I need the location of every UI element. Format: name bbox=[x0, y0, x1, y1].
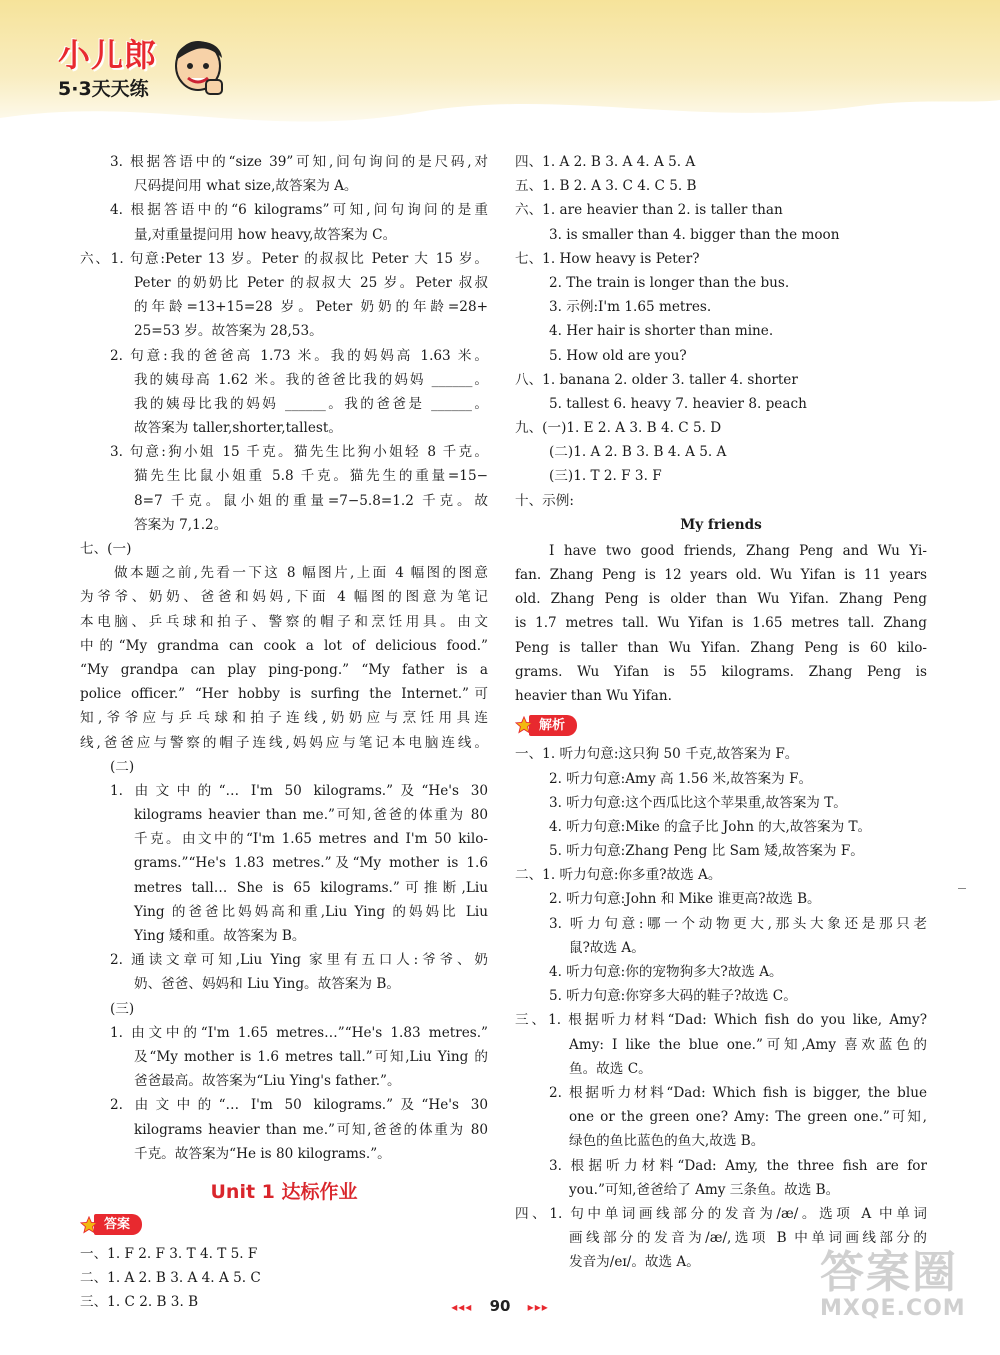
text-line: 答案为 7,1.2。 bbox=[134, 516, 228, 533]
text-line: 我的姨母比我的妈妈 ______。我的爸爸是 ______。 bbox=[134, 395, 488, 412]
text-line: you.”可知,爸爸给了 Amy 三条鱼。故选 B。 bbox=[569, 1181, 840, 1198]
page-number: 90 bbox=[489, 1297, 511, 1315]
text-line: 5. How old are you? bbox=[549, 347, 687, 364]
text-line: 3. is smaller than 4. bigger than the moon bbox=[549, 226, 840, 243]
right-answer-block bbox=[515, 150, 927, 513]
text-line: 1. 由文中的“I'm 1.65 metres…”“He's 1.83 metres.” bbox=[110, 1024, 488, 1041]
text-line: 3. 根据答语中的“size 39”可知,问句询问的是尺码,对 bbox=[110, 154, 488, 170]
brand-title: 小儿郎 bbox=[58, 36, 158, 74]
text-line: 千克。由文中的“I'm 1.65 metres and I'm 50 kilo- bbox=[134, 831, 488, 848]
text-line: 九、(一)1. E 2. A 3. B 4. C 5. D bbox=[515, 420, 722, 437]
text-line: 2. 通读文章可知,Liu Ying 家里有五口人:爷爷、奶 bbox=[110, 952, 488, 969]
text-line: 1. 由文中的“… I'm 50 kilograms.”及“He's 30 bbox=[110, 782, 488, 799]
text-line: 中的“My grandma can cook a lot of delicious food.” bbox=[80, 637, 488, 654]
star-icon bbox=[80, 1216, 98, 1234]
text-line: 鼠?故选 A。 bbox=[569, 939, 645, 956]
text-line: 3. 听力句意:这个西瓜比这个苹果重,故答案为 T。 bbox=[549, 794, 847, 811]
text-line: 六、1. are heavier than 2. is taller than bbox=[515, 202, 783, 219]
unit-title: Unit 1 达标作业 bbox=[210, 1180, 358, 1203]
text-line: 4. 听力句意:Mike 的盒子比 John 的大,故答案为 T。 bbox=[549, 818, 872, 835]
right-column bbox=[515, 150, 927, 1274]
prev-arrows-icon: ◂◂◂ bbox=[451, 1300, 473, 1314]
text-line: fan. Zhang Peng is 12 years old. Wu Yifan is 11 years bbox=[515, 567, 927, 583]
analysis-list bbox=[515, 742, 927, 1274]
page-header bbox=[0, 0, 1000, 140]
text-line: 七、(一) bbox=[80, 541, 132, 557]
answer-tag bbox=[80, 1214, 142, 1236]
text-line: I have two good friends, Zhang Peng and Wu Yi- bbox=[549, 542, 927, 559]
text-line: kilograms heavier than me.”可知,爸爸的体重为 80 bbox=[134, 1121, 488, 1138]
text-line: 2. The train is longer than the bus. bbox=[549, 274, 790, 291]
text-line: 故答案为 taller,shorter,tallest。 bbox=[134, 420, 342, 437]
text-line: Amy: I like the blue one.”可知,Amy 喜欢蓝色的 bbox=[569, 1036, 927, 1053]
text-line: grams. Wu Yifan is 55 kilograms. Zhang Peng is bbox=[515, 663, 927, 680]
text-line: 5. 听力句意:Zhang Peng 比 Sam 矮,故答案为 F。 bbox=[549, 843, 864, 860]
text-line: 二、1. 听力句意:你多重?故选 A。 bbox=[515, 867, 722, 884]
text-line: (三) bbox=[110, 1000, 135, 1017]
text-line: 做本题之前,先看一下这 8 幅图片,上面 4 幅图的图意 bbox=[114, 565, 488, 582]
text-line: grams.”“He's 1.83 metres.”及“My mother is 1.6 bbox=[134, 855, 488, 872]
text-line: 发音为/eɪ/。故选 A。 bbox=[569, 1254, 700, 1271]
text-line: 千克。故答案为“He is 80 kilograms.”。 bbox=[134, 1145, 391, 1162]
star-icon bbox=[515, 716, 533, 734]
margin-tick bbox=[958, 888, 966, 889]
text-line: 我的姨母高 1.62 米。我的爸爸比我的妈妈 ______。 bbox=[134, 371, 488, 388]
text-line: 四、1. A 2. B 3. A 4. A 5. A bbox=[515, 154, 696, 170]
text-line: 25=53 岁。故答案为 28,53。 bbox=[134, 323, 323, 340]
left-column bbox=[80, 150, 488, 1315]
next-arrows-icon: ▸▸▸ bbox=[527, 1300, 549, 1314]
text-line: one or the green one? Amy: The green one.”可知, bbox=[569, 1109, 927, 1126]
text-line: 五、1. B 2. A 3. C 4. C 5. B bbox=[515, 178, 697, 195]
text-line: 十、示例: bbox=[515, 492, 574, 509]
text-line: 猫先生比鼠小姐重 5.8 千克。猫先生的重量=15− bbox=[134, 468, 488, 485]
text-line: 8=7 千克。鼠小姐的重量=7−5.8=1.2 千克。故 bbox=[134, 492, 488, 509]
text-line: 知,爷爷应与乒乓球和拍子连线,奶奶应与烹饪用具连 bbox=[80, 710, 488, 727]
analysis-tag bbox=[515, 714, 577, 736]
text-line: 4. 听力句意:你的宠物狗多大?故选 A。 bbox=[549, 964, 783, 981]
text-line: Peng is taller than Wu Yifan. Zhang Peng is 60 kilo- bbox=[515, 639, 927, 656]
text-line: 画线部分的发音为/æ/,选项 B 中单词画线部分的 bbox=[569, 1230, 927, 1247]
text-line: 奶、爸爸、妈妈和 Liu Ying。故答案为 B。 bbox=[134, 976, 400, 993]
brand-logo bbox=[58, 30, 157, 101]
text-line: kilograms heavier than me.”可知,爸爸的体重为 80 bbox=[134, 807, 488, 824]
text-line: 七、1. How heavy is Peter? bbox=[515, 250, 700, 267]
brand-series: 5·3天天练 bbox=[58, 78, 149, 100]
text-line: 3. 句意:狗小姐 15 千克。猫先生比狗小姐轻 8 千克。 bbox=[110, 444, 488, 461]
text-line: is 1.7 metres tall. Wu Yifan is 1.65 metres tall. Zhang bbox=[515, 615, 927, 632]
text-line: “My grandpa can play ping-pong.” “My father is a bbox=[80, 661, 488, 678]
watermark-url: MXQE.COM bbox=[820, 1296, 966, 1321]
text-line: 3. 听力句意:哪一个动物更大,那头大象还是那只老 bbox=[549, 915, 927, 932]
text-line: 一、1. 听力句意:这只狗 50 千克,故答案为 F。 bbox=[515, 746, 799, 763]
text-line: 2. 由文中的“… I'm 50 kilograms.”及“He's 30 bbox=[110, 1097, 488, 1114]
mascot-boy-icon bbox=[168, 28, 228, 100]
essay-body bbox=[515, 539, 927, 708]
answer-label: 答案 bbox=[94, 1214, 142, 1235]
text-line: Peter 的奶奶比 Peter 的叔叔大 25 岁。Peter 叔叔 bbox=[134, 274, 488, 291]
analysis-label: 解析 bbox=[529, 715, 577, 736]
text-line: 及“My mother is 1.6 metres tall.”可知,Liu Ying 的 bbox=[134, 1048, 488, 1065]
text-line: 鱼。故选 C。 bbox=[569, 1060, 652, 1077]
text-line: 八、1. banana 2. older 3. taller 4. shorter bbox=[515, 371, 798, 388]
text-line: old. Zhang Peng is older than Wu Yifan. Zhang Peng bbox=[515, 591, 927, 608]
essay-title: My friends bbox=[680, 516, 762, 533]
text-line: 爸爸最高。故答案为“Liu Ying's father.”。 bbox=[134, 1073, 401, 1090]
text-line: 4. Her hair is shorter than mine. bbox=[549, 323, 774, 340]
text-line: 为爷爷、奶奶、爸爸和妈妈,下面 4 幅图的图意为笔记 bbox=[80, 589, 488, 606]
text-line: (二) bbox=[110, 758, 135, 775]
text-line: 四、1. 句中单词画线部分的发音为/æ/。选项 A 中单词 bbox=[515, 1205, 927, 1222]
watermark bbox=[820, 1236, 990, 1346]
text-line: metres tall… She is 65 kilograms.”可推断,Liu bbox=[134, 879, 488, 896]
text-line: 本电脑、乒乓球和拍子、警察的帽子和烹饪用具。由文 bbox=[80, 613, 488, 630]
text-line: 3. 根据听力材料“Dad: Amy, the three fish are for bbox=[549, 1157, 927, 1174]
text-line: 的年龄=13+15=28 岁。Peter 奶奶的年龄=28+ bbox=[134, 299, 488, 316]
text-line: 尺码提问用 what size,故答案为 A。 bbox=[134, 178, 358, 195]
text-line: 2. 听力句意:Amy 高 1.56 米,故答案为 F。 bbox=[549, 770, 813, 787]
text-line: 3. 示例:I'm 1.65 metres. bbox=[549, 299, 712, 316]
text-line: 六、1. 句意:Peter 13 岁。Peter 的叔叔比 Peter 大 15 岁。 bbox=[80, 250, 488, 267]
text-line: 5. 听力句意:你穿多大码的鞋子?故选 C。 bbox=[549, 988, 797, 1005]
text-line: 量,对重量提问用 how heavy,故答案为 C。 bbox=[134, 226, 397, 243]
text-line: police officer.” “Her hobby is surfing the Internet.”可 bbox=[80, 686, 488, 703]
text-line: Ying 的爸爸比妈妈高和重,Liu Ying 的妈妈比 Liu bbox=[134, 903, 488, 920]
text-line: 三、1. 根据听力材料“Dad: Which fish do you like, Amy? bbox=[515, 1012, 927, 1029]
text-line: 一、1. F 2. F 3. T 4. T 5. F bbox=[80, 1246, 258, 1263]
text-line: 2. 听力句意:John 和 Mike 谁更高?故选 B。 bbox=[549, 891, 821, 908]
text-line: heavier than Wu Yifan. bbox=[515, 687, 672, 704]
text-line: 2. 句意:我的爸爸高 1.73 米。我的妈妈高 1.63 米。 bbox=[110, 347, 488, 364]
watermark-text: 答案圈 bbox=[820, 1247, 958, 1298]
text-line: 二、1. A 2. B 3. A 4. A 5. C bbox=[80, 1270, 261, 1287]
text-line: (二)1. A 2. B 3. B 4. A 5. A bbox=[549, 444, 727, 461]
text-line: 4. 根据答语中的“6 kilograms”可知,问句询问的是重 bbox=[110, 202, 488, 219]
left-text-block bbox=[80, 150, 488, 1166]
text-line: 三、1. C 2. B 3. B bbox=[80, 1294, 199, 1311]
text-line: 绿色的鱼比蓝色的鱼大,故选 B。 bbox=[569, 1133, 765, 1150]
text-line: 线,爸爸应与警察的帽子连线,妈妈应与笔记本电脑连线。 bbox=[80, 734, 488, 751]
text-line: 5. tallest 6. heavy 7. heavier 8. peach bbox=[549, 395, 807, 412]
text-line: Ying 矮和重。故答案为 B。 bbox=[134, 928, 306, 944]
text-line: 2. 根据听力材料“Dad: Which fish is bigger, the blue bbox=[549, 1084, 927, 1101]
text-line: (三)1. T 2. F 3. F bbox=[549, 468, 662, 485]
